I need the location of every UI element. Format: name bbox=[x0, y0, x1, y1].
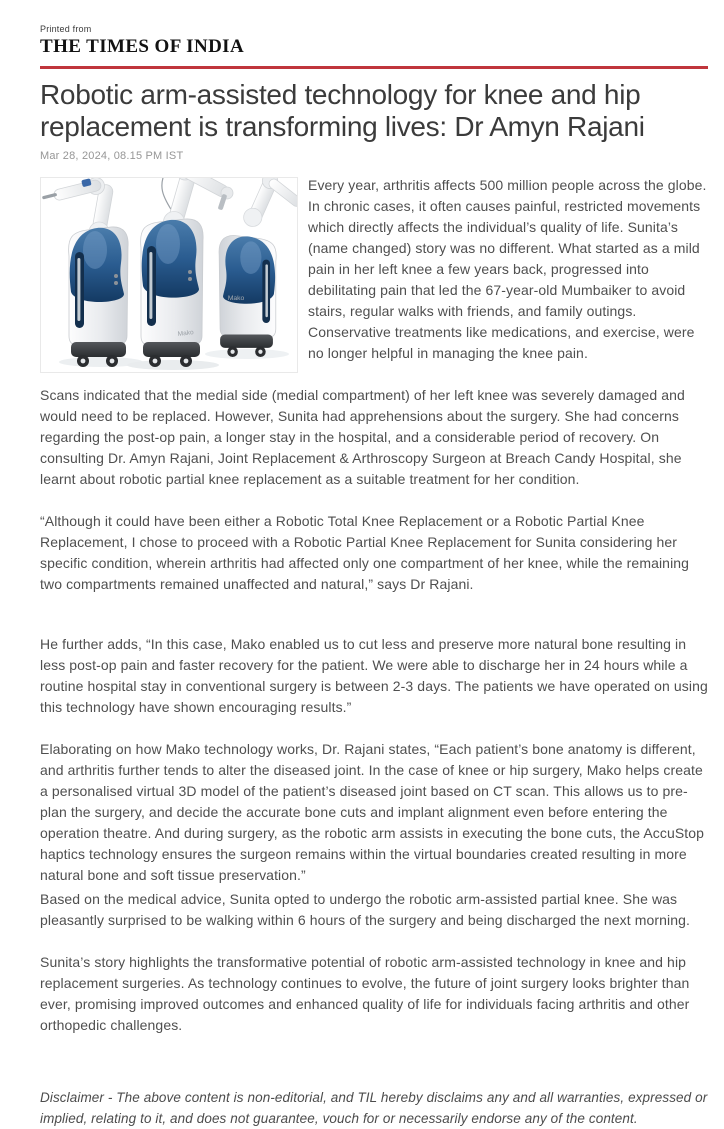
publication-title: THE TIMES OF INDIA bbox=[40, 36, 245, 57]
article-date: Mar 28, 2024, 08.15 PM IST bbox=[40, 150, 184, 163]
printed-from-label: Printed from bbox=[40, 24, 92, 34]
article-paragraph: Scans indicated that the medial side (medial compartment) of her left knee was severely damaged and would need to be replaced. However, Sunita had apprehensions about the surgery. She had concerns regarding the post-op pain, a longer stay in the hospital, and a considerable period of recovery. On consulting Dr. Amyn Rajani, Joint Replacement & Arthroscopy Surgeon at Breach Candy Hospital, she learnt about robotic partial knee replacement as a suitable treatment for her condition. bbox=[40, 387, 685, 488]
article-headline: Robotic arm-assisted technology for knee and hip replacement is transforming lives: Dr Amyn Rajani bbox=[40, 78, 645, 142]
article-disclaimer: Disclaimer - The above content is non-editorial, and TIL hereby disclaims any and all warranties, expressed or implied, relating to it, and does not guarantee, vouch for or necessarily endorse any of the content. bbox=[40, 1090, 708, 1126]
mako-label-right: Mako bbox=[227, 295, 245, 303]
article-paragraph: Sunita’s story highlights the transformative potential of robotic arm-assisted technology in knee and hip replacement surgeries. As technology continues to evolve, the future of joint surgery looks brighter than ever, promising improved outcomes and enhanced quality of life for individuals facing arthritis and other orthopedic challenges. bbox=[40, 954, 690, 1034]
article-paragraph: Elaborating on how Mako technology works, Dr. Rajani states, “Each patient’s bone anatomy is different, and arthritis further tends to alter the diseased joint. In the case of knee or hip surgery, Mako helps create a personalised virtual 3D model of the patient’s diseased joint based on CT scan. This allows us to pre-plan the surgery, and decide the accurate bone cuts and implant alignment even before entering the operation theatre. And during surgery, as the robotic arm assists in executing the bone cuts, the AccuStop haptics technology ensures the surgeon remains within the virtual boundaries created resulting in more natural bone and soft tissue preservation.” bbox=[40, 741, 705, 884]
article-paragraph: He further adds, “In this case, Mako enabled us to cut less and preserve more natural bone resulting in less post-op pain and faster recovery for the patient. We were able to discharge her in 24 hours while a routine hospital stay in conventional surgery is between 2-3 days. The patients we have operated on using this technology have shown encouraging results.” bbox=[40, 636, 708, 716]
article-paragraph: Every year, arthritis affects 500 million people across the globe. In chronic cases, it often causes painful, restricted movements which directly affects the individual’s quality of life. Sunita’s (name changed) story was no different. What started as a mild pain in her left knee a few years back, progressed into debilitating pain that led the 67-year-old Mumbaiker to avoid stairs, regular walks with friends, and family outings. Conservative treatments like medications, and exercise, were no longer helpful in managing the knee pain. bbox=[308, 177, 707, 362]
mako-label-center: Mako bbox=[177, 329, 195, 339]
article-image bbox=[40, 177, 298, 373]
red-divider bbox=[40, 66, 708, 69]
article-paragraph: Based on the medical advice, Sunita opted to undergo the robotic arm-assisted partial knee. She was pleasantly surprised to be walking within 6 hours of the surgery and being discharged the next morning. bbox=[40, 891, 691, 929]
article-paragraph: “Although it could have been either a Robotic Total Knee Replacement or a Robotic Partial Knee Replacement, I chose to proceed with a Robotic Partial Knee Replacement for Sunita considering her specific condition, wherein arthritis had affected only one compartment of her knee, while the remaining two compartments remained unaffected and natural,” says Dr Rajani. bbox=[40, 513, 690, 593]
article-body bbox=[40, 175, 708, 1129]
masthead-header bbox=[40, 24, 708, 58]
mako-robots-illustration bbox=[41, 178, 297, 372]
